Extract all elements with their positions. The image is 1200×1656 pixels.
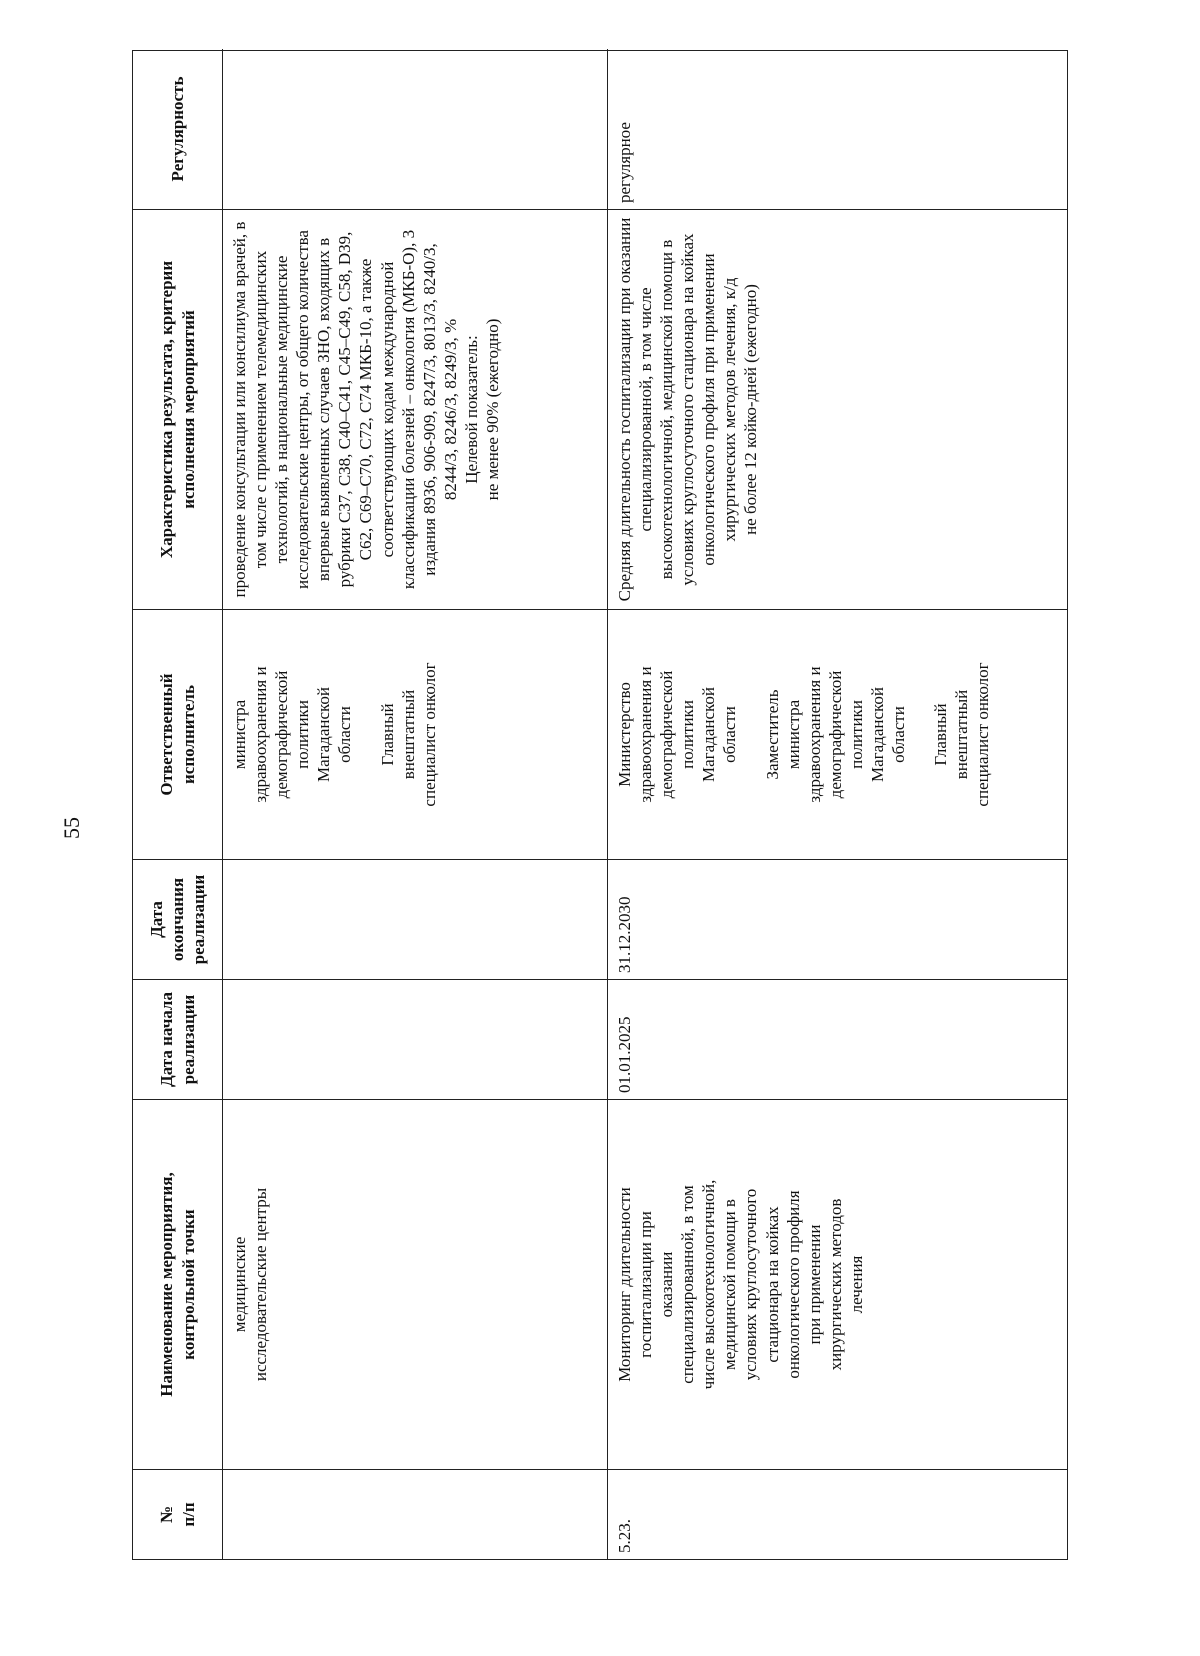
header-num: № п/п bbox=[133, 1469, 223, 1559]
row2-start-date: 01.01.2025 bbox=[608, 979, 1067, 1099]
row2-regularity: регулярное bbox=[615, 122, 634, 203]
header-end-date: Дата окончания реализации bbox=[133, 859, 223, 979]
table-container bbox=[132, 50, 1068, 1560]
header-start-date: Дата начала реализации bbox=[133, 979, 223, 1099]
row1-responsible: министра здравоохранения и демографической политики Магаданской области Главный внештатный специалист онколог bbox=[223, 609, 608, 859]
row1-result: проведение консультации или консилиума врачей, в том числе с применением телемедицинских технологий, в национальные медицинские исследовательские центры, от общего количества впервые выявленных случаев ЗНО, входящих в рубрики C37, C38, C40–C41, C45–C49, C58, D39, C62, C69–C70, C72, C74 МКБ-10, а также соответствующих кодам международной классификации болезней – онкология (МКБ-О), 3 издания 8936, 906-909, 8247/3, 8013/3, 8240/3, 8244/3, 8246/3, 8249/3, % Целевой показатель: не менее 90% (ежегодно) bbox=[223, 209, 608, 609]
measures-table bbox=[132, 50, 1068, 1560]
header-name: Наименование мероприятия, контрольной точки bbox=[133, 1099, 223, 1469]
header-result: Характеристика результата, критерии исполнения мероприятий bbox=[133, 209, 223, 609]
row2-result: Средняя длительность госпитализации при оказании специализированной, в том числе высокотехнологичной, медицинской помощи в условиях круглосуточного стационара на койках онкологического профиля при применении хирургических методов лечения, к/д не более 12 койко-дней (ежегодно) bbox=[608, 209, 1067, 609]
row1-end-date bbox=[223, 859, 608, 979]
header-responsible: Ответственный исполнитель bbox=[133, 609, 223, 859]
header-regularity: Регулярность bbox=[133, 49, 223, 209]
row1-regularity bbox=[223, 49, 608, 209]
row2-end-date: 31.12.2030 bbox=[608, 859, 1067, 979]
row1-start-date bbox=[223, 979, 608, 1099]
row1-num bbox=[223, 1469, 608, 1559]
row2-name: Мониторинг длительности госпитализации при оказании специализированной, в том числе высокотехнологичной, медицинской помощи в условиях круглосуточного стационара на койках онкологического профиля при применении хирургических методов лечения bbox=[608, 1099, 1067, 1469]
row2-num: 5.23. bbox=[608, 1469, 1067, 1559]
row1-name: медицинские исследовательские центры bbox=[223, 1099, 608, 1469]
row2-responsible: Министерство здравоохранения и демографической политики Магаданской области Заместитель министра здравоохранения и демографической политики Магаданской области Главный внештатный специалист онколог bbox=[608, 609, 1067, 859]
page-number: 55 bbox=[59, 817, 84, 839]
